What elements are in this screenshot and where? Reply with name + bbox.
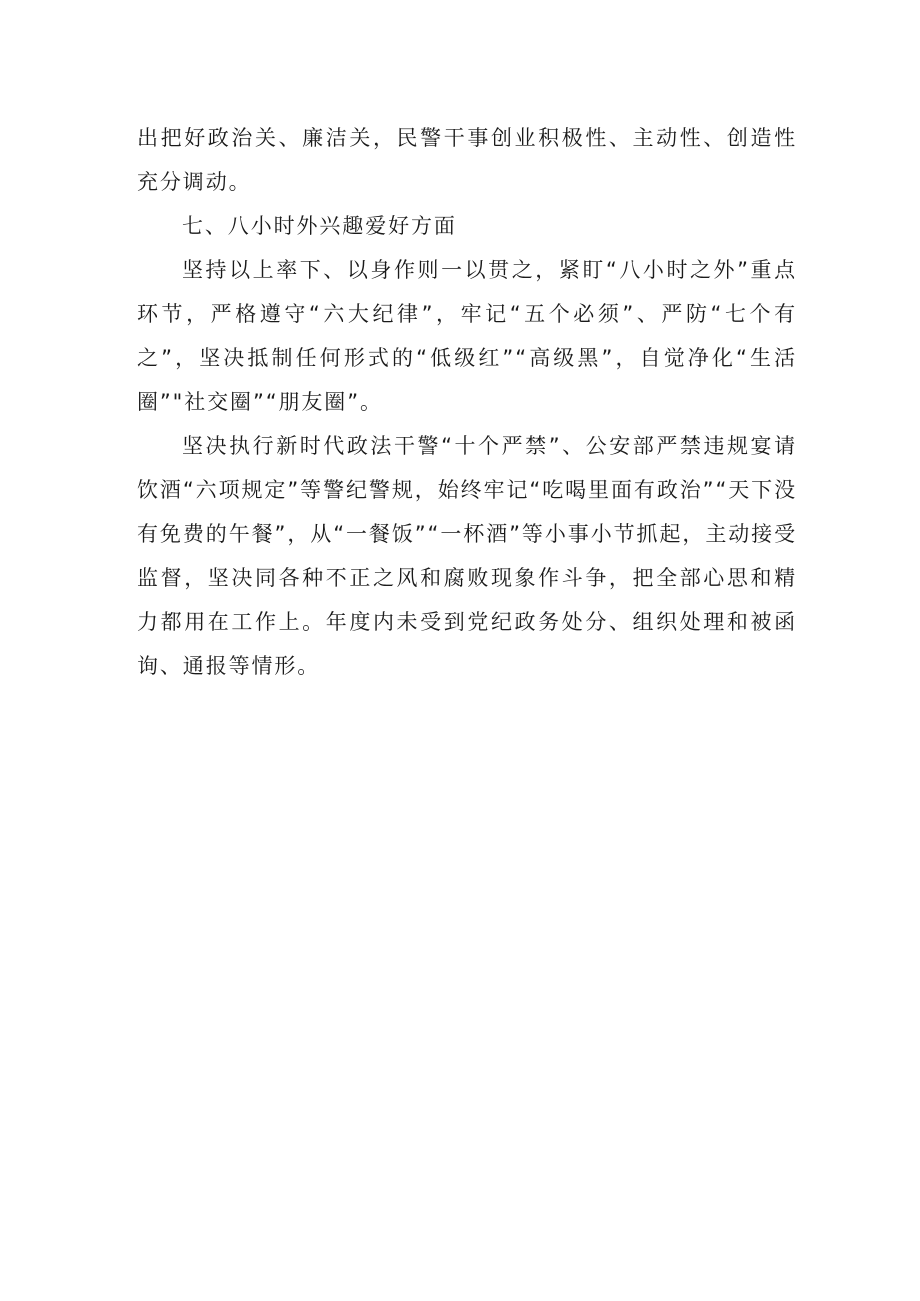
paragraph: 坚决执行新时代政法干警“十个严禁”、公安部严禁违规宴请饮酒“六项规定”等警纪警规，始终牢记“吃喝里面有政治”“天下没有免费的午餐”，从“一餐饭”“一杯酒”等小事小节抓起，主动接受监督，坚决同各种不正之风和腐败现象作斗争，把全部心思和精力都用在工作上。年度内未受到党纪政务处分、组织处理和被函询、通报等情形。 — [137, 434, 797, 678]
paragraph: 坚持以上率下、以身作则一以贯之，紧盯“八小时之外”重点环节，严格遵守“六大纪律”，牢记“五个必须”、严防“七个有之”，坚决抵制任何形式的“低级红”“高级黑”，自觉净化“生活圈”"社交圈”“朋友圈”。 — [137, 258, 797, 414]
paragraph-continuation: 出把好政治关、廉洁关，民警干事创业积极性、主动性、创造性充分调动。 — [137, 126, 797, 194]
document-body — [137, 116, 797, 688]
section-heading: 七、八小时外兴趣爱好方面 — [182, 214, 457, 238]
